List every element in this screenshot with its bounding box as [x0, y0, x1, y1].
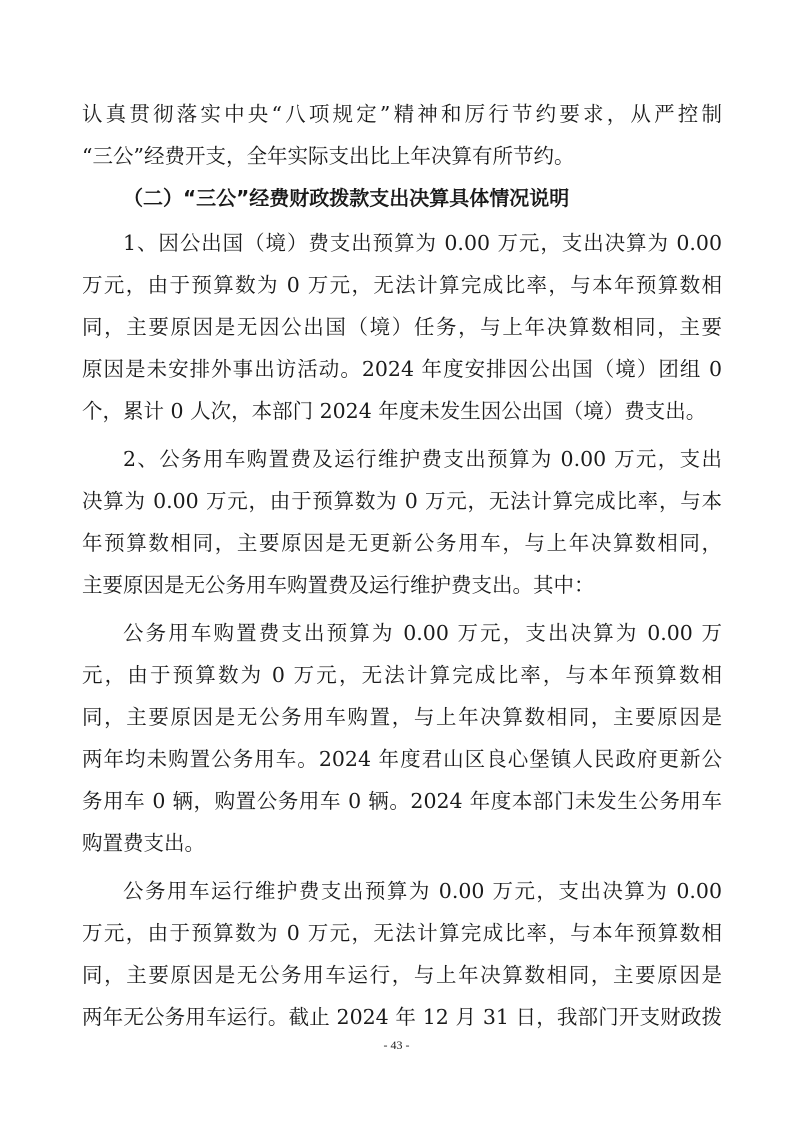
- body-text-line: 元，由于预算数为 0 万元，无法计算完成比率，与本年预算数相: [82, 663, 722, 687]
- body-text-line: 主要原因是无公务用车购置费及运行维护费支出。其中：: [82, 573, 595, 597]
- body-text-line: 同，主要原因是无公务用车购置，与上年决算数相同，主要原因是: [82, 705, 722, 729]
- body-text-line: 年预算数相同，主要原因是无更新公务用车，与上年决算数相同，: [82, 531, 722, 555]
- body-text-line: 决算为 0.00 万元，由于预算数为 0 万元，无法计算完成比率，与本: [82, 489, 722, 513]
- body-text-line: 1、因公出国（境）费支出预算为 0.00 万元，支出决算为 0.00: [123, 231, 722, 255]
- body-text-line: 务用车 0 辆，购置公务用车 0 辆。2024 年度本部门未发生公务用车: [82, 789, 722, 813]
- body-text-line: “三公”经费开支，全年实际支出比上年决算有所节约。: [82, 144, 575, 168]
- body-text-line: 万元，由于预算数为 0 万元，无法计算完成比率，与本年预算数相: [82, 921, 722, 945]
- body-text-line: 同，主要原因是无公务用车运行，与上年决算数相同，主要原因是: [82, 963, 722, 987]
- body-text-line: 2、公务用车购置费及运行维护费支出预算为 0.00 万元，支出: [123, 447, 722, 471]
- body-text-line: 两年无公务用车运行。截止 2024 年 12 月 31 日，我部门开支财政拨: [82, 1005, 722, 1029]
- body-text-line: 公务用车运行维护费支出预算为 0.00 万元，支出决算为 0.00: [123, 879, 722, 903]
- body-text-line: 认真贯彻落实中央“八项规定”精神和厉行节约要求，从严控制: [82, 102, 722, 126]
- section-heading: （二）“三公”经费财政拨款支出决算具体情况说明: [123, 186, 570, 210]
- body-text-line: 个，累计 0 人次，本部门 2024 年度未发生因公出国（境）费支出。: [82, 399, 707, 423]
- page-number: - 43 -: [383, 1038, 410, 1052]
- body-text-line: 两年均未购置公务用车。2024 年度君山区良心堡镇人民政府更新公: [82, 747, 722, 771]
- body-text-line: 原因是未安排外事出访活动。2024 年度安排因公出国（境）团组 0: [82, 357, 722, 381]
- body-text-line: 万元，由于预算数为 0 万元，无法计算完成比率，与本年预算数相: [82, 273, 722, 297]
- body-text-line: 同，主要原因是无因公出国（境）任务，与上年决算数相同，主要: [82, 315, 722, 339]
- body-text-line: 购置费支出。: [82, 831, 205, 855]
- body-text-line: 公务用车购置费支出预算为 0.00 万元，支出决算为 0.00 万: [123, 621, 722, 645]
